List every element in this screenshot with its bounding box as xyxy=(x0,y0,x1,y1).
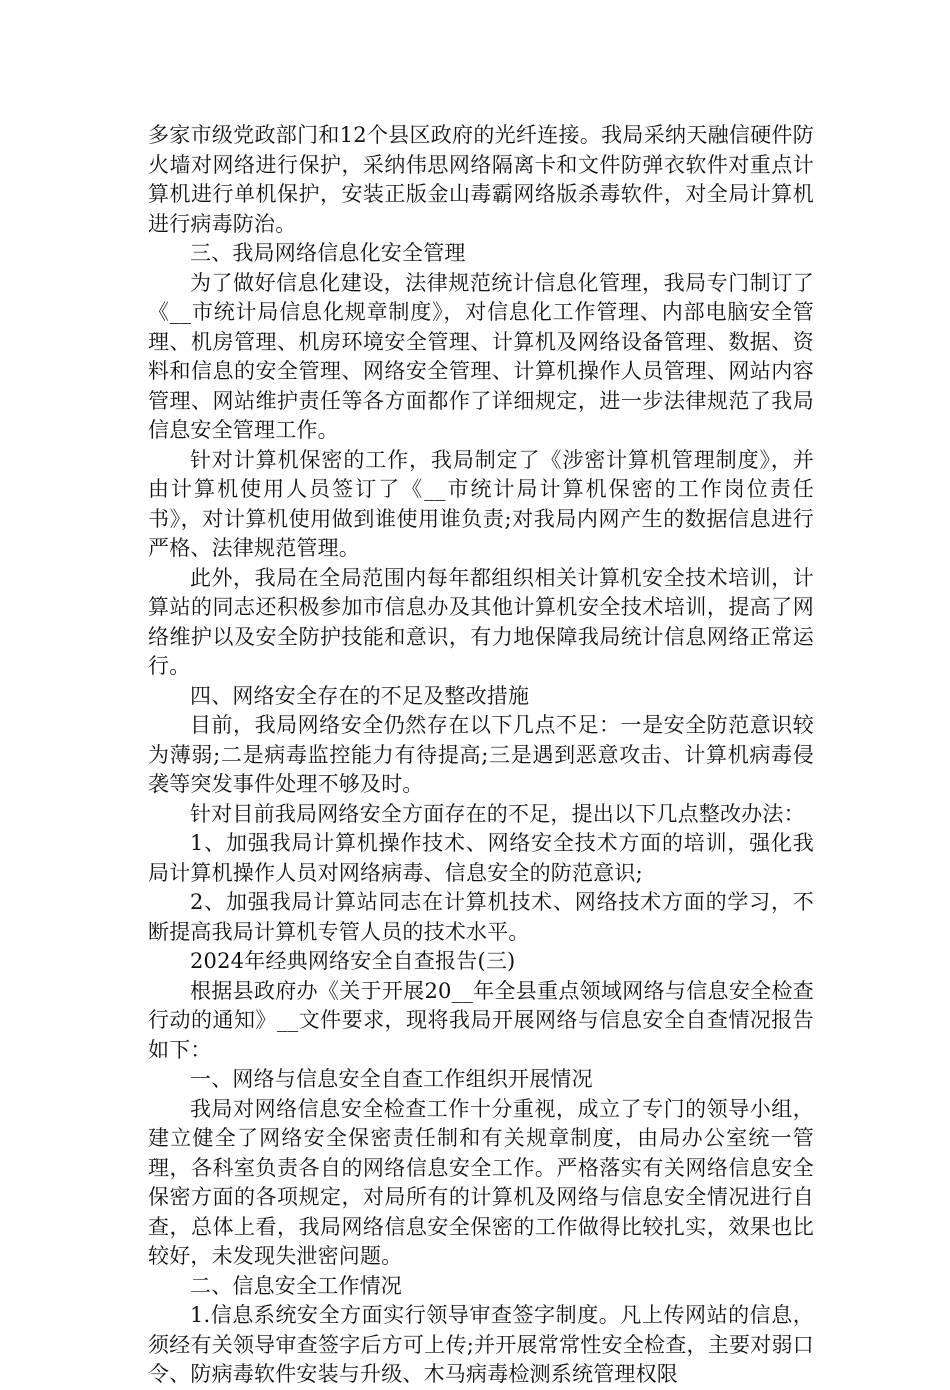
paragraph-training: 此外，我局在全局范围内每年都组织相关计算机安全技术培训，计算站的同志还积极参加市信息办及其他计算机安全技术培训，提高了网络维护以及安全防护技能和意识，有力地保障我局统计信息网络正常运行。 xyxy=(148,565,814,678)
section-heading-1: 一、网络与信息安全自查工作组织开展情况 xyxy=(190,1067,593,1091)
section-heading-4: 四、网络安全存在的不足及整改措施 xyxy=(190,683,530,708)
paragraph-measure-1: 1、加强我局计算机操作技术、网络安全技术方面的培训，强化我局计算机操作人员对网络病毒、信息安全的防范意识; xyxy=(148,831,814,885)
paragraph-regulations: 为了做好信息化建设，法律规范统计信息化管理，我局专门制订了《__市统计局信息化规章制度》，对信息化工作管理、内部电脑安全管理、机房管理、机房环境安全管理、计算机及网络设备管理、数据、资料和信息的安全管理、网络安全管理、计算机操作人员管理、网站内容管理、网站维护责任等各方面都作了详细规定，进一步法律规范了我局信息安全管理工作。 xyxy=(148,270,814,442)
paragraph-organization: 我局对网络信息安全检查工作十分重视，成立了专门的领导小组，建立健全了网络安全保密责任制和有关规章制度，由局办公室统一管理，各科室负责各自的网络信息安全工作。严格落实有关网络信息安全保密方面的各项规定，对局所有的计算机及网络与信息安全情况进行自查，总体上看，我局网络信息安全保密的工作做得比较扎实，效果也比较好，未发现失泄密问题。 xyxy=(148,1096,814,1268)
section-heading-3: 三、我局网络信息化安全管理 xyxy=(190,241,466,265)
paragraph-network-protection: 多家市级党政部门和12个县区政府的光纤连接。我局采纳天融信硬件防火墙对网络进行保护，采纳伟思网络隔离卡和文件防弹衣软件对重点计算机进行单机保护，安装正版金山毒霸网络版杀毒软件，对全局计算机进行病毒防治。 xyxy=(148,123,814,236)
document-page xyxy=(148,121,814,1390)
paragraph-confidentiality: 针对计算机保密的工作，我局制定了《涉密计算机管理制度》，并由计算机使用人员签订了《__市统计局计算机保密的工作岗位责任书》，对计算机使用做到谁使用谁负责;对我局内网产生的数据信息进行严格、法律规范管理。 xyxy=(148,447,814,560)
section-heading-2: 二、信息安全工作情况 xyxy=(190,1273,402,1298)
paragraph-measures-intro: 针对目前我局网络安全方面存在的不足，提出以下几点整改办法： xyxy=(190,801,805,826)
paragraph-measure-2: 2、加强我局计算站同志在计算机技术、网络技术方面的学习，不断提高我局计算机专管人员的技术水平。 xyxy=(148,890,814,944)
report-title-3: 2024年经典网络安全自查报告(三) xyxy=(190,949,516,973)
paragraph-report-intro: 根据县政府办《关于开展20__年全县重点领域网络与信息安全检查行动的通知》__文件要求，现将我局开展网络与信息安全自查情况报告如下： xyxy=(148,978,814,1062)
paragraph-security-system: 1.信息系统安全方面实行领导审查签字制度。凡上传网站的信息，须经有关领导审查签字后方可上传;并开展常常性安全检查，主要对弱口令、防病毒软件安装与升级、木马病毒检测系统管理权限 xyxy=(148,1303,814,1386)
paragraph-shortcomings: 目前，我局网络安全仍然存在以下几点不足：一是安全防范意识较为薄弱;二是病毒监控能力有待提高;三是遇到恶意攻击、计算机病毒侵袭等突发事件处理不够及时。 xyxy=(148,713,814,796)
